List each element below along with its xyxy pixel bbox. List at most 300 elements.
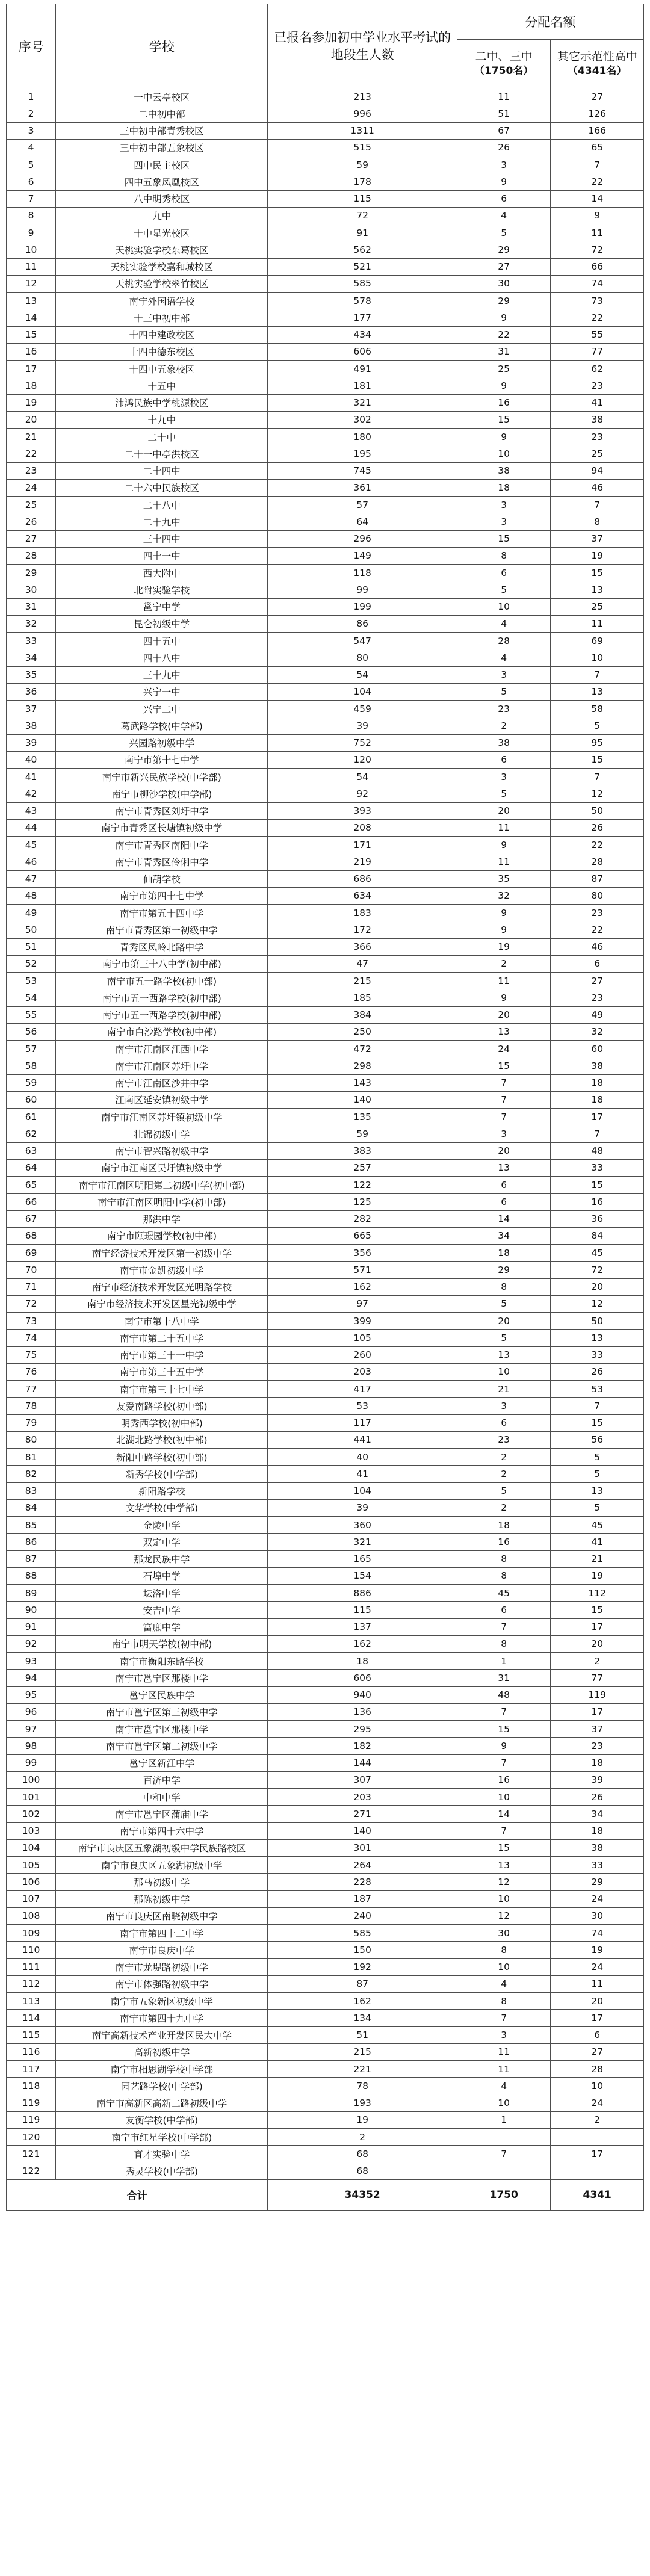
table-row bbox=[7, 581, 644, 598]
row-quota-q2: 7 bbox=[457, 1618, 551, 1635]
table-row bbox=[7, 1585, 644, 1602]
row-no: 19 bbox=[7, 394, 56, 411]
row-count: 441 bbox=[268, 1431, 457, 1448]
row-quota-q2: 26 bbox=[457, 139, 551, 156]
row-quota-q3: 69 bbox=[551, 633, 644, 649]
row-quota-q2: 11 bbox=[457, 819, 551, 836]
table-row bbox=[7, 1602, 644, 1618]
row-school: 那陈初级中学 bbox=[56, 1890, 268, 1907]
row-no: 75 bbox=[7, 1346, 56, 1363]
row-quota-q3: 23 bbox=[551, 377, 644, 394]
row-no: 122 bbox=[7, 2163, 56, 2179]
table-row bbox=[7, 683, 644, 700]
table-row bbox=[7, 1993, 644, 2010]
row-quota-q3: 5 bbox=[551, 717, 644, 734]
row-quota-q2: 9 bbox=[457, 837, 551, 853]
row-quota-q2: 7 bbox=[457, 1822, 551, 1839]
row-school: 那龙民族中学 bbox=[56, 1550, 268, 1567]
row-no: 79 bbox=[7, 1414, 56, 1431]
row-quota-q2: 10 bbox=[457, 598, 551, 615]
row-no: 92 bbox=[7, 1635, 56, 1652]
row-school: 南宁市第三十七中学 bbox=[56, 1381, 268, 1398]
row-count: 399 bbox=[268, 1313, 457, 1330]
row-quota-q3: 19 bbox=[551, 1942, 644, 1958]
row-school: 秀灵学校(中学部) bbox=[56, 2163, 268, 2179]
row-quota-q3: 26 bbox=[551, 1363, 644, 1380]
row-quota-q2: 7 bbox=[457, 2010, 551, 2026]
row-no: 84 bbox=[7, 1499, 56, 1516]
row-no: 94 bbox=[7, 1670, 56, 1686]
row-quota-q2: 6 bbox=[457, 1602, 551, 1618]
table-row bbox=[7, 1074, 644, 1091]
row-count: 87 bbox=[268, 1975, 457, 1992]
row-school: 高新初级中学 bbox=[56, 2043, 268, 2060]
table-row bbox=[7, 1635, 644, 1652]
row-quota-q3: 94 bbox=[551, 462, 644, 479]
row-school: 友爱南路学校(初中部) bbox=[56, 1398, 268, 1414]
row-quota-q3: 74 bbox=[551, 275, 644, 292]
row-no: 64 bbox=[7, 1159, 56, 1176]
row-no: 91 bbox=[7, 1618, 56, 1635]
table-row bbox=[7, 429, 644, 445]
row-quota-q2: 13 bbox=[457, 1159, 551, 1176]
table-row bbox=[7, 870, 644, 887]
row-no: 49 bbox=[7, 905, 56, 921]
table-row bbox=[7, 921, 644, 938]
row-no: 25 bbox=[7, 497, 56, 513]
row-quota-q3: 22 bbox=[551, 173, 644, 190]
row-quota-q2: 10 bbox=[457, 1958, 551, 1975]
table-row bbox=[7, 1125, 644, 1142]
row-quota-q2: 29 bbox=[457, 1262, 551, 1278]
table-row bbox=[7, 701, 644, 717]
row-quota-q2: 6 bbox=[457, 1414, 551, 1431]
row-quota-q3: 15 bbox=[551, 1414, 644, 1431]
row-count: 585 bbox=[268, 1925, 457, 1942]
row-count: 53 bbox=[268, 1398, 457, 1414]
row-no: 97 bbox=[7, 1721, 56, 1738]
row-school: 壮锦初级中学 bbox=[56, 1125, 268, 1142]
row-no: 1 bbox=[7, 88, 56, 105]
row-quota-q3: 27 bbox=[551, 88, 644, 105]
table-row bbox=[7, 1398, 644, 1414]
row-quota-q3: 26 bbox=[551, 1789, 644, 1806]
table-row bbox=[7, 1618, 644, 1635]
row-quota-q2: 7 bbox=[457, 1109, 551, 1125]
table-row bbox=[7, 1091, 644, 1108]
row-quota-q2: 8 bbox=[457, 547, 551, 564]
row-quota-q3: 5 bbox=[551, 1466, 644, 1482]
table-row bbox=[7, 819, 644, 836]
row-no: 42 bbox=[7, 785, 56, 802]
row-school: 南宁市青秀区刘圩中学 bbox=[56, 802, 268, 819]
row-count: 154 bbox=[268, 1567, 457, 1584]
table-row bbox=[7, 802, 644, 819]
row-no: 52 bbox=[7, 955, 56, 972]
table-row bbox=[7, 1942, 644, 1958]
row-no: 16 bbox=[7, 343, 56, 360]
row-no: 38 bbox=[7, 717, 56, 734]
row-school: 南宁外国语学校 bbox=[56, 293, 268, 309]
row-school: 南宁经济技术开发区第一初级中学 bbox=[56, 1245, 268, 1262]
row-no: 10 bbox=[7, 241, 56, 258]
row-quota-q3: 17 bbox=[551, 1109, 644, 1125]
row-quota-q2: 30 bbox=[457, 275, 551, 292]
row-count: 606 bbox=[268, 343, 457, 360]
row-count: 384 bbox=[268, 1006, 457, 1023]
row-school: 沛鸿民族中学桃源校区 bbox=[56, 394, 268, 411]
row-quota-q2: 11 bbox=[457, 853, 551, 870]
row-quota-q3: 15 bbox=[551, 751, 644, 768]
table-row bbox=[7, 785, 644, 802]
row-school: 南宁市智兴路初级中学 bbox=[56, 1142, 268, 1159]
row-quota-q3: 33 bbox=[551, 1159, 644, 1176]
row-school: 南宁市新兴民族学校(中学部) bbox=[56, 769, 268, 785]
row-quota-q3: 38 bbox=[551, 1057, 644, 1074]
header-quota: 分配名额 bbox=[457, 4, 643, 40]
row-count: 120 bbox=[268, 751, 457, 768]
row-count: 144 bbox=[268, 1754, 457, 1771]
row-count: 86 bbox=[268, 615, 457, 632]
table-row bbox=[7, 1194, 644, 1210]
row-school: 南宁市良庆区南晓初级中学 bbox=[56, 1907, 268, 1924]
row-school: 南宁市良庆区五象湖初级中学 bbox=[56, 1857, 268, 1874]
row-quota-q2: 10 bbox=[457, 2095, 551, 2111]
table-row bbox=[7, 156, 644, 173]
row-no: 117 bbox=[7, 2061, 56, 2078]
row-school: 十四中五象校区 bbox=[56, 361, 268, 377]
row-quota-q3: 72 bbox=[551, 1262, 644, 1278]
row-no: 51 bbox=[7, 938, 56, 955]
table-row bbox=[7, 1499, 644, 1516]
row-count: 171 bbox=[268, 837, 457, 853]
row-no: 109 bbox=[7, 1925, 56, 1942]
row-count: 393 bbox=[268, 802, 457, 819]
row-count: 361 bbox=[268, 479, 457, 496]
row-school: 昆仑初级中学 bbox=[56, 615, 268, 632]
row-quota-q2: 4 bbox=[457, 649, 551, 666]
table-row bbox=[7, 2129, 644, 2146]
row-school: 南宁市五一西路学校(初中部) bbox=[56, 1006, 268, 1023]
row-school: 四中五象凤凰校区 bbox=[56, 173, 268, 190]
table-row bbox=[7, 955, 644, 972]
table-row bbox=[7, 1159, 644, 1176]
row-school: 那洪中学 bbox=[56, 1210, 268, 1227]
row-school: 南宁市第三十八中学(初中部) bbox=[56, 955, 268, 972]
row-no: 110 bbox=[7, 1942, 56, 1958]
row-quota-q3: 39 bbox=[551, 1771, 644, 1788]
row-count: 192 bbox=[268, 1958, 457, 1975]
row-school: 四十八中 bbox=[56, 649, 268, 666]
row-no: 43 bbox=[7, 802, 56, 819]
row-no: 57 bbox=[7, 1041, 56, 1057]
table-row bbox=[7, 1738, 644, 1754]
row-school: 仙葫学校 bbox=[56, 870, 268, 887]
row-quota-q3: 15 bbox=[551, 565, 644, 581]
table-row bbox=[7, 1958, 644, 1975]
row-school: 南宁市明天学校(初中部) bbox=[56, 1635, 268, 1652]
row-school: 葛武路学校(中学部) bbox=[56, 717, 268, 734]
table-row bbox=[7, 598, 644, 615]
row-school: 南宁市经济技术开发区光明路学校 bbox=[56, 1278, 268, 1295]
row-school: 南宁市青秀区南阳中学 bbox=[56, 837, 268, 853]
row-count: 296 bbox=[268, 530, 457, 547]
row-quota-q2: 48 bbox=[457, 1686, 551, 1703]
row-quota-q2: 6 bbox=[457, 1177, 551, 1194]
row-quota-q3: 29 bbox=[551, 1874, 644, 1890]
table-row bbox=[7, 1857, 644, 1874]
row-count: 515 bbox=[268, 139, 457, 156]
row-quota-q3: 8 bbox=[551, 513, 644, 530]
row-quota-q2: 5 bbox=[457, 224, 551, 241]
row-school: 南宁市江南区苏圩镇初级中学 bbox=[56, 1109, 268, 1125]
row-quota-q2: 13 bbox=[457, 1857, 551, 1874]
row-no: 56 bbox=[7, 1023, 56, 1040]
row-quota-q3: 53 bbox=[551, 1381, 644, 1398]
row-no: 14 bbox=[7, 309, 56, 326]
row-count: 260 bbox=[268, 1346, 457, 1363]
row-no: 119 bbox=[7, 2095, 56, 2111]
row-school: 西大附中 bbox=[56, 565, 268, 581]
row-no: 13 bbox=[7, 293, 56, 309]
row-no: 41 bbox=[7, 769, 56, 785]
row-quota-q2: 8 bbox=[457, 1550, 551, 1567]
row-no: 70 bbox=[7, 1262, 56, 1278]
row-school: 南宁市邕宁区那楼中学 bbox=[56, 1670, 268, 1686]
row-no: 73 bbox=[7, 1313, 56, 1330]
table-row bbox=[7, 224, 644, 241]
row-school: 九中 bbox=[56, 207, 268, 224]
row-quota-q3: 23 bbox=[551, 1738, 644, 1754]
row-quota-q2: 18 bbox=[457, 1245, 551, 1262]
table-row bbox=[7, 1925, 644, 1942]
row-quota-q3: 17 bbox=[551, 2010, 644, 2026]
row-no: 60 bbox=[7, 1091, 56, 1108]
row-quota-q3: 6 bbox=[551, 955, 644, 972]
row-school: 百济中学 bbox=[56, 1771, 268, 1788]
row-count: 886 bbox=[268, 1585, 457, 1602]
row-quota-q3: 16 bbox=[551, 1194, 644, 1210]
row-quota-q3: 7 bbox=[551, 666, 644, 683]
table-row bbox=[7, 1330, 644, 1346]
row-quota-q2: 5 bbox=[457, 683, 551, 700]
row-school: 北附实验学校 bbox=[56, 581, 268, 598]
row-quota-q3: 48 bbox=[551, 1142, 644, 1159]
table-row bbox=[7, 2111, 644, 2128]
table-row bbox=[7, 633, 644, 649]
row-school: 南宁市五一路学校(初中部) bbox=[56, 973, 268, 989]
header-no: 序号 bbox=[7, 4, 56, 88]
row-quota-q3: 13 bbox=[551, 1482, 644, 1499]
table-row bbox=[7, 1789, 644, 1806]
row-quota-q2: 11 bbox=[457, 88, 551, 105]
row-quota-q3: 17 bbox=[551, 1618, 644, 1635]
row-count: 228 bbox=[268, 1874, 457, 1890]
row-count: 39 bbox=[268, 1499, 457, 1516]
row-school: 南宁市江南区明阳第二初级中学(初中部) bbox=[56, 1177, 268, 1194]
row-quota-q3: 19 bbox=[551, 547, 644, 564]
table-row bbox=[7, 1313, 644, 1330]
table-row bbox=[7, 139, 644, 156]
row-quota-q2: 3 bbox=[457, 497, 551, 513]
table-row bbox=[7, 1806, 644, 1822]
table-row bbox=[7, 1381, 644, 1398]
row-count: 99 bbox=[268, 581, 457, 598]
row-count: 47 bbox=[268, 955, 457, 972]
row-quota-q2: 11 bbox=[457, 2061, 551, 2078]
row-quota-q2: 12 bbox=[457, 1907, 551, 1924]
row-count: 578 bbox=[268, 293, 457, 309]
row-school: 二十中 bbox=[56, 429, 268, 445]
row-count: 51 bbox=[268, 2026, 457, 2043]
row-quota-q3: 22 bbox=[551, 921, 644, 938]
row-quota-q3: 24 bbox=[551, 1890, 644, 1907]
row-quota-q3: 119 bbox=[551, 1686, 644, 1703]
row-no: 7 bbox=[7, 190, 56, 207]
row-quota-q3: 80 bbox=[551, 887, 644, 904]
row-count: 547 bbox=[268, 633, 457, 649]
row-no: 44 bbox=[7, 819, 56, 836]
row-quota-q2: 3 bbox=[457, 156, 551, 173]
row-school: 南宁市第三十一中学 bbox=[56, 1346, 268, 1363]
row-school: 坛洛中学 bbox=[56, 1585, 268, 1602]
row-quota-q2: 25 bbox=[457, 361, 551, 377]
row-quota-q2: 13 bbox=[457, 1346, 551, 1363]
row-no: 98 bbox=[7, 1738, 56, 1754]
row-quota-q2: 51 bbox=[457, 105, 551, 122]
row-count: 302 bbox=[268, 411, 457, 428]
row-quota-q2: 7 bbox=[457, 1754, 551, 1771]
row-no: 74 bbox=[7, 1330, 56, 1346]
row-school: 南宁高新技术产业开发区民大中学 bbox=[56, 2026, 268, 2043]
row-quota-q3: 84 bbox=[551, 1227, 644, 1244]
row-no: 54 bbox=[7, 989, 56, 1006]
row-quota-q3: 66 bbox=[551, 258, 644, 275]
row-quota-q3: 23 bbox=[551, 989, 644, 1006]
row-quota-q2: 10 bbox=[457, 1363, 551, 1380]
row-quota-q3: 2 bbox=[551, 2111, 644, 2128]
row-school: 南宁市邕宁区那楼中学 bbox=[56, 1721, 268, 1738]
row-count: 752 bbox=[268, 734, 457, 751]
row-count: 54 bbox=[268, 666, 457, 683]
row-school: 四中民主校区 bbox=[56, 156, 268, 173]
row-quota-q3: 24 bbox=[551, 2095, 644, 2111]
row-quota-q3: 60 bbox=[551, 1041, 644, 1057]
row-school: 南宁市金凯初级中学 bbox=[56, 1262, 268, 1278]
row-quota-q3: 27 bbox=[551, 973, 644, 989]
row-quota-q3: 13 bbox=[551, 1330, 644, 1346]
table-row bbox=[7, 973, 644, 989]
table-row bbox=[7, 394, 644, 411]
table-row bbox=[7, 2163, 644, 2179]
row-count: 117 bbox=[268, 1414, 457, 1431]
row-quota-q3: 10 bbox=[551, 649, 644, 666]
row-count: 68 bbox=[268, 2163, 457, 2179]
table-row bbox=[7, 122, 644, 139]
row-quota-q3: 17 bbox=[551, 2146, 644, 2163]
row-quota-q3: 18 bbox=[551, 1822, 644, 1839]
row-no: 77 bbox=[7, 1381, 56, 1398]
table-row bbox=[7, 615, 644, 632]
row-no: 76 bbox=[7, 1363, 56, 1380]
row-no: 95 bbox=[7, 1686, 56, 1703]
row-school: 南宁市第五十四中学 bbox=[56, 905, 268, 921]
row-count: 215 bbox=[268, 2043, 457, 2060]
row-quota-q3: 38 bbox=[551, 1839, 644, 1856]
header-q3-name: 其它示范性高中 bbox=[557, 49, 637, 63]
row-quota-q2: 32 bbox=[457, 887, 551, 904]
row-quota-q2: 22 bbox=[457, 326, 551, 343]
row-count: 97 bbox=[268, 1295, 457, 1312]
row-quota-q3: 77 bbox=[551, 1670, 644, 1686]
table-row bbox=[7, 649, 644, 666]
table-row bbox=[7, 853, 644, 870]
row-school: 三十四中 bbox=[56, 530, 268, 547]
row-count: 40 bbox=[268, 1449, 457, 1466]
table-row bbox=[7, 326, 644, 343]
row-school: 南宁市第十八中学 bbox=[56, 1313, 268, 1330]
row-no: 86 bbox=[7, 1534, 56, 1550]
row-quota-q3: 77 bbox=[551, 343, 644, 360]
row-quota-q2: 4 bbox=[457, 1975, 551, 1992]
row-quota-q3: 50 bbox=[551, 802, 644, 819]
row-quota-q2: 13 bbox=[457, 1023, 551, 1040]
row-no: 48 bbox=[7, 887, 56, 904]
row-school: 邕宁中学 bbox=[56, 598, 268, 615]
row-quota-q3: 15 bbox=[551, 1602, 644, 1618]
row-no: 102 bbox=[7, 1806, 56, 1822]
row-count: 940 bbox=[268, 1686, 457, 1703]
row-no: 93 bbox=[7, 1653, 56, 1670]
row-no: 106 bbox=[7, 1874, 56, 1890]
row-count: 356 bbox=[268, 1245, 457, 1262]
row-no: 35 bbox=[7, 666, 56, 683]
row-school: 南宁市柳沙学校(中学部) bbox=[56, 785, 268, 802]
table-row bbox=[7, 666, 644, 683]
row-no: 40 bbox=[7, 751, 56, 768]
row-quota-q2: 4 bbox=[457, 615, 551, 632]
table-row bbox=[7, 1142, 644, 1159]
table-row bbox=[7, 530, 644, 547]
row-school: 新秀学校(中学部) bbox=[56, 1466, 268, 1482]
table-row bbox=[7, 2043, 644, 2060]
row-count: 91 bbox=[268, 224, 457, 241]
row-count: 240 bbox=[268, 1907, 457, 1924]
row-count: 162 bbox=[268, 1278, 457, 1295]
row-school: 南宁市邕宁区蒲庙中学 bbox=[56, 1806, 268, 1822]
row-school: 青秀区凤岭北路中学 bbox=[56, 938, 268, 955]
row-quota-q3: 5 bbox=[551, 1449, 644, 1466]
row-no: 34 bbox=[7, 649, 56, 666]
row-school: 十五中 bbox=[56, 377, 268, 394]
table-row bbox=[7, 887, 644, 904]
row-quota-q2: 29 bbox=[457, 241, 551, 258]
row-no: 37 bbox=[7, 701, 56, 717]
row-no: 46 bbox=[7, 853, 56, 870]
row-count: 301 bbox=[268, 1839, 457, 1856]
row-count: 195 bbox=[268, 445, 457, 462]
row-quota-q3: 73 bbox=[551, 293, 644, 309]
row-quota-q2: 1 bbox=[457, 2111, 551, 2128]
total-row bbox=[7, 2179, 644, 2210]
row-school: 十四中德东校区 bbox=[56, 343, 268, 360]
row-school: 八中明秀校区 bbox=[56, 190, 268, 207]
row-count: 182 bbox=[268, 1738, 457, 1754]
row-quota-q2: 27 bbox=[457, 258, 551, 275]
row-count: 298 bbox=[268, 1057, 457, 1074]
row-count: 185 bbox=[268, 989, 457, 1006]
row-count: 64 bbox=[268, 513, 457, 530]
